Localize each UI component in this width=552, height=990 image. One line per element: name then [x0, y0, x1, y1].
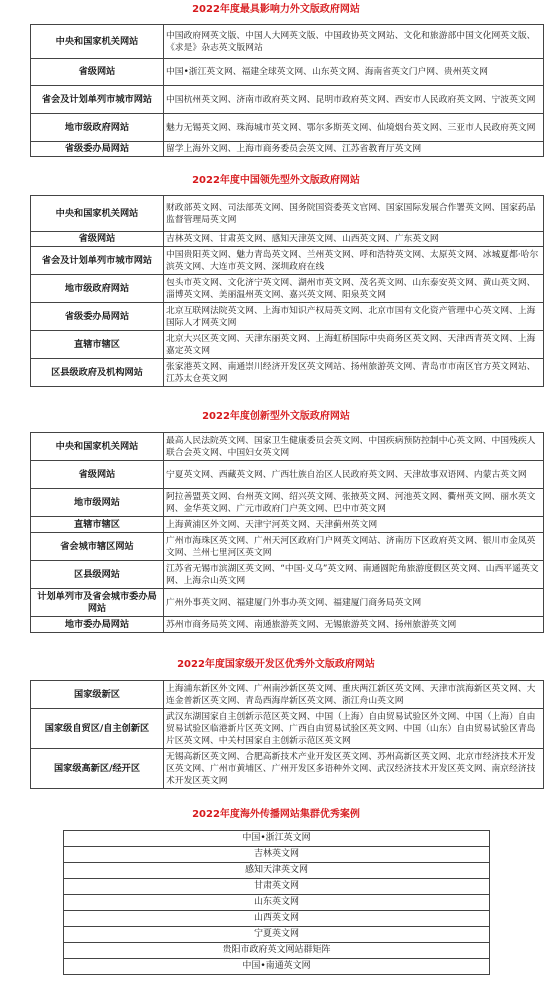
case-cell: 中国•南通英文网 [64, 959, 490, 975]
table-row [31, 142, 544, 157]
table-row [31, 275, 544, 303]
section-title-innovative: 2022年度创新型外文版政府网站 [202, 411, 350, 422]
case-cell: 感知天津英文网 [64, 863, 490, 879]
category-cell: 中央和国家机关网站 [31, 196, 164, 232]
table-row [64, 927, 490, 943]
section-title-development-zones: 2022年度国家级开发区优秀外文版政府网站 [177, 659, 375, 670]
table-row [64, 847, 490, 863]
table-row [64, 863, 490, 879]
sites-cell: 留学上海外文网、上海市商务委员会英文网、江苏省教育厅英文网 [164, 142, 544, 157]
table-row [31, 331, 544, 359]
table-row [31, 617, 544, 633]
table-row [31, 25, 544, 59]
table-row [31, 303, 544, 331]
category-cell: 省级网站 [31, 59, 164, 86]
table-row [31, 86, 544, 114]
table-row [31, 709, 544, 749]
table-row [31, 59, 544, 86]
category-cell: 地市委办局网站 [31, 617, 164, 633]
table-row [31, 433, 544, 461]
category-cell: 中央和国家机关网站 [31, 433, 164, 461]
table-row [31, 114, 544, 142]
category-cell: 省级网站 [31, 461, 164, 489]
sites-cell: 魅力无锡英文网、珠海城市英文网、鄂尔多斯英文网、仙境烟台英文网、三亚市人民政府英文网 [164, 114, 544, 142]
table-row [64, 831, 490, 847]
awards-table-leading [30, 195, 544, 387]
sites-cell: 上海黄浦区外文网、天津宁河英文网、天津蓟州英文网 [164, 517, 544, 533]
sites-cell: 广州市海珠区英文网、广州天河区政府门户网英文网站、济南历下区政府英文网、银川市金凤英文网、兰州七里河区英文网 [164, 533, 544, 561]
table-row [31, 517, 544, 533]
sites-cell: 武汉东湖国家自主创新示范区英文网、中国（上海）自由贸易试验区外文网、中国（上海）自由贸易试验区临港新片区英文网、广西自由贸易试验区英文网、中国（山东）自由贸易试验区青岛片区英文网、中关村国家自主创新示范区英文网 [164, 709, 544, 749]
table-row [31, 561, 544, 589]
category-cell: 省会及计划单列市城市网站 [31, 86, 164, 114]
sites-cell: 上海浦东新区外文网、广州南沙新区英文网、重庆两江新区英文网、天津市滨海新区英文网、大连金普新区英文网、青岛西海岸新区英文网、浙江舟山英文网 [164, 681, 544, 709]
category-cell: 地市级政府网站 [31, 275, 164, 303]
category-cell: 省会及计划单列市城市网站 [31, 247, 164, 275]
case-cell: 山东英文网 [64, 895, 490, 911]
table-row [31, 232, 544, 247]
sites-cell: 中国•浙江英文网、福建全球英文网、山东英文网、海南省英文门户网、贵州英文网 [164, 59, 544, 86]
cases-table [63, 830, 490, 975]
awards-table-most-influential [30, 24, 544, 157]
sites-cell: 中国贵阳英文网、魅力青岛英文网、兰州英文网、呼和浩特英文网、太原英文网、冰城夏都·哈尔滨英文网、大连市英文网、深圳政府在线 [164, 247, 544, 275]
sites-cell: 广州外事英文网、福建厦门外事办英文网、福建厦门商务局英文网 [164, 589, 544, 617]
awards-table-innovative [30, 432, 544, 633]
table-row [64, 959, 490, 975]
table-row [31, 489, 544, 517]
case-cell: 宁夏英文网 [64, 927, 490, 943]
category-cell: 国家级新区 [31, 681, 164, 709]
category-cell: 区县级网站 [31, 561, 164, 589]
table-row [31, 196, 544, 232]
case-cell: 山西英文网 [64, 911, 490, 927]
case-cell: 贵阳市政府英文网站群矩阵 [64, 943, 490, 959]
table-row [31, 681, 544, 709]
table-row [31, 247, 544, 275]
category-cell: 省级委办局网站 [31, 142, 164, 157]
table-row [31, 589, 544, 617]
table-row [31, 749, 544, 789]
table-row [31, 461, 544, 489]
section-title-most-influential: 2022年度最具影响力外文版政府网站 [192, 4, 360, 15]
table-row [64, 895, 490, 911]
sites-cell: 北京互联网法院英文网、上海市知识产权局英文网、北京市国有文化资产管理中心英文网、上海国际人才网英文网 [164, 303, 544, 331]
category-cell: 省会城市辖区网站 [31, 533, 164, 561]
category-cell: 省级网站 [31, 232, 164, 247]
table-row [64, 879, 490, 895]
sites-cell: 中国杭州英文网、济南市政府英文网、昆明市政府英文网、西安市人民政府英文网、宁波英文网 [164, 86, 544, 114]
sites-cell: 包头市英文网、文化济宁英文网、湖州市英文网、茂名英文网、山东泰安英文网、黄山英文网、淄博英文网、美丽温州英文网、嘉兴英文网、阳泉英文网 [164, 275, 544, 303]
category-cell: 国家级高新区/经开区 [31, 749, 164, 789]
category-cell: 直辖市辖区 [31, 517, 164, 533]
category-cell: 省级委办局网站 [31, 303, 164, 331]
category-cell: 地市级政府网站 [31, 114, 164, 142]
category-cell: 区县级政府及机构网站 [31, 359, 164, 387]
sites-cell: 阿拉善盟英文网、台州英文网、绍兴英文网、张掖英文网、河池英文网、衢州英文网、丽水英文网、金华英文网、广元市政府门户英文网、巴中市英文网 [164, 489, 544, 517]
category-cell: 直辖市辖区 [31, 331, 164, 359]
awards-table-development-zones [30, 680, 544, 789]
sites-cell: 张家港英文网、南通崇川经济开发区英文网站、扬州旅游英文网、青岛市市南区官方英文网站、江苏太仓英文网 [164, 359, 544, 387]
sites-cell: 中国政府网英文版、中国人大网英文版、中国政协英文网站、文化和旅游部中国文化网英文版、《求是》杂志英文版网站 [164, 25, 544, 59]
category-cell: 中央和国家机关网站 [31, 25, 164, 59]
case-cell: 吉林英文网 [64, 847, 490, 863]
sites-cell: 无锡高新区英文网、合肥高新技术产业开发区英文网、苏州高新区英文网、北京市经济技术开发区英文网、广州市黄埔区、广州开发区多语种外文网、武汉经济技术开发区英文网、南京经济技术开发区英文网 [164, 749, 544, 789]
sites-cell: 最高人民法院英文网、国家卫生健康委员会英文网、中国疾病预防控制中心英文网、中国残疾人联合会英文网、中国妇女英文网 [164, 433, 544, 461]
sites-cell: 北京大兴区英文网、天津东丽英文网、上海虹桥国际中央商务区英文网、天津西青英文网、上海嘉定英文网 [164, 331, 544, 359]
sites-cell: 宁夏英文网、西藏英文网、广西壮族自治区人民政府英文网、天津故事双语网、内蒙古英文网 [164, 461, 544, 489]
table-row [64, 911, 490, 927]
sites-cell: 江苏省无锡市滨湖区英文网、“中国·义乌”英文网、南通圆陀角旅游度假区英文网、山西平遥英文网、上海佘山英文网 [164, 561, 544, 589]
case-cell: 甘肃英文网 [64, 879, 490, 895]
category-cell: 地市级网站 [31, 489, 164, 517]
section-title-cluster-cases: 2022年度海外传播网站集群优秀案例 [192, 809, 360, 820]
table-row [31, 533, 544, 561]
section-title-leading: 2022年度中国领先型外文版政府网站 [192, 175, 360, 186]
sites-cell: 苏州市商务局英文网、南通旅游英文网、无锡旅游英文网、扬州旅游英文网 [164, 617, 544, 633]
sites-cell: 吉林英文网、甘肃英文网、感知天津英文网、山西英文网、广东英文网 [164, 232, 544, 247]
category-cell: 国家级自贸区/自主创新区 [31, 709, 164, 749]
table-row [64, 943, 490, 959]
sites-cell: 财政部英文网、司法部英文网、国务院国资委英文官网、国家国际发展合作署英文网、国家药品监督管理局英文网 [164, 196, 544, 232]
category-cell: 计划单列市及省会城市委办局网站 [31, 589, 164, 617]
table-row [31, 359, 544, 387]
case-cell: 中国•浙江英文网 [64, 831, 490, 847]
